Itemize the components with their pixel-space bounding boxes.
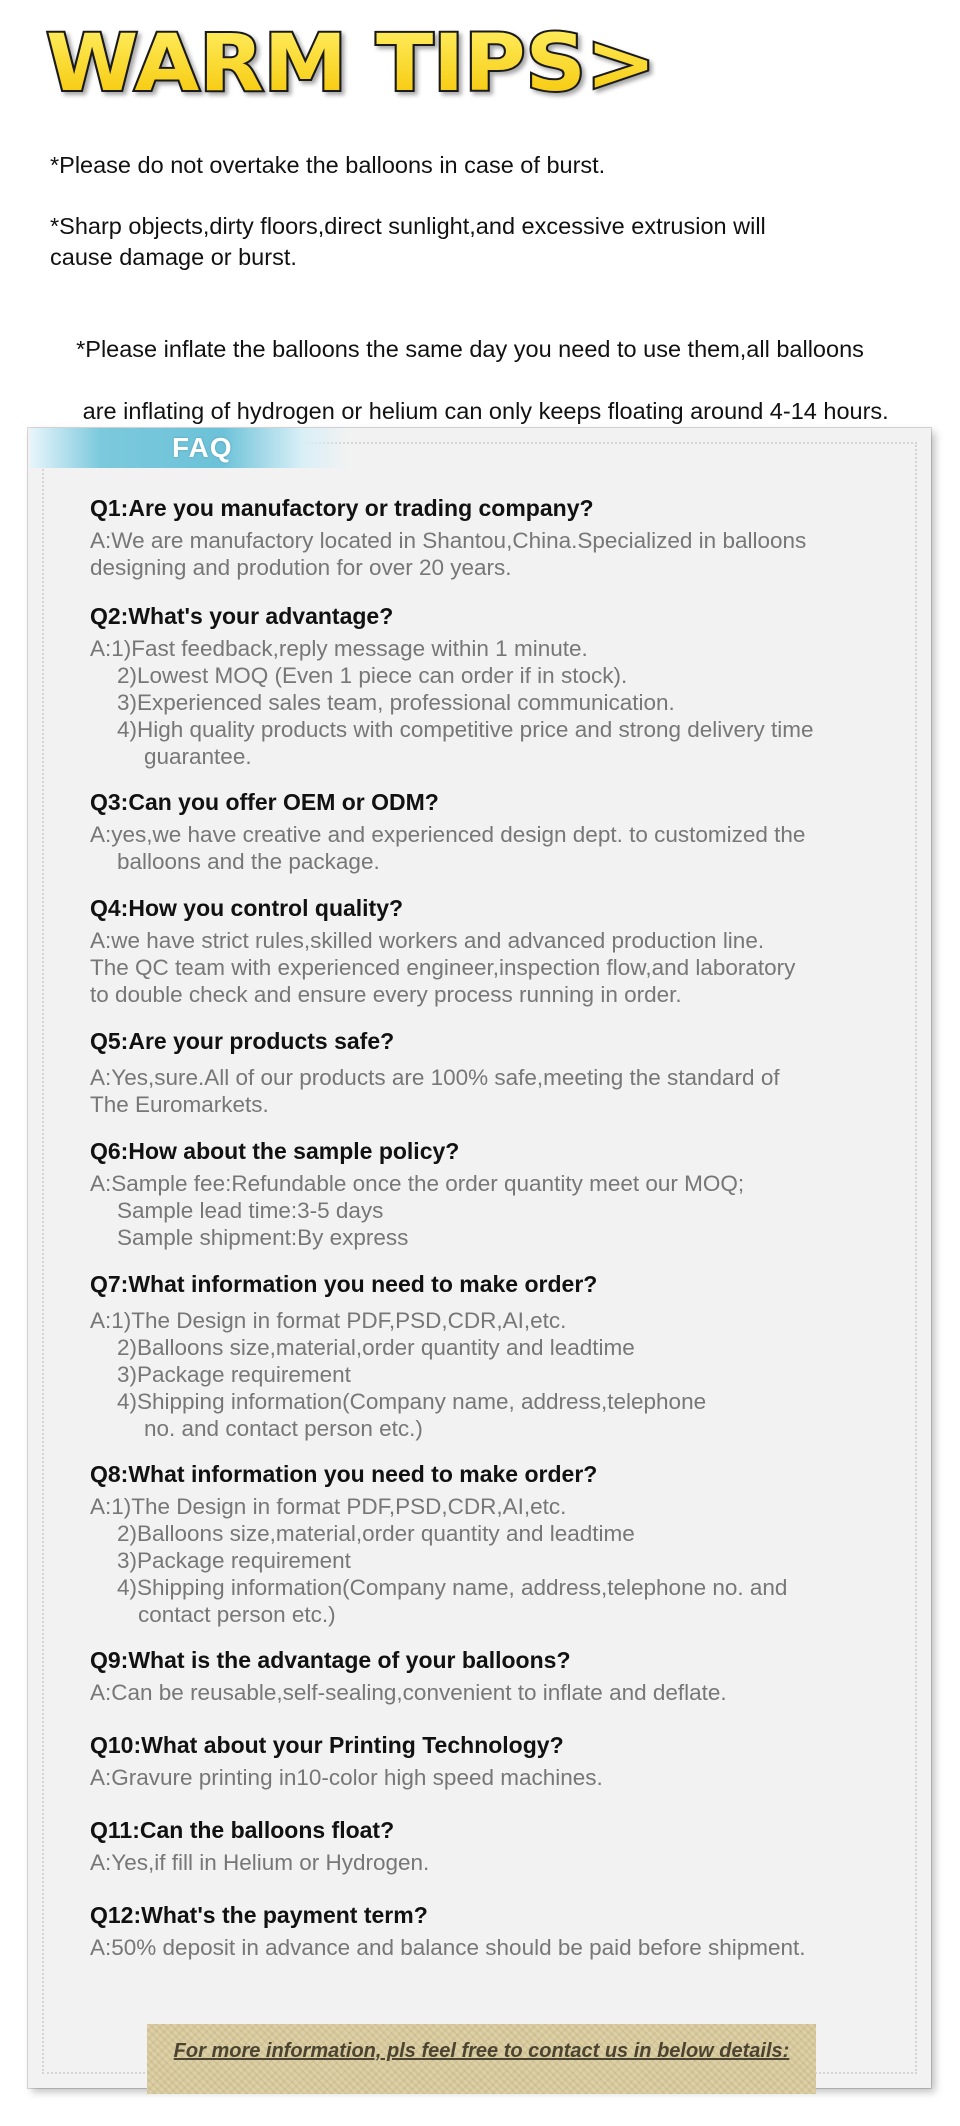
- faq-question: Q10:What about your Printing Technology?: [90, 1732, 564, 1758]
- answer-line: A:Yes,sure.All of our products are 100% safe,meeting the standard of: [90, 1065, 780, 1090]
- faq-question: Q3:Can you offer OEM or ODM?: [90, 789, 439, 815]
- faq-tab-label: FAQ: [172, 432, 233, 463]
- faq-question: Q6:How about the sample policy?: [90, 1138, 460, 1164]
- answer-line: A:Sample fee:Refundable once the order quantity meet our MOQ;: [90, 1171, 745, 1196]
- faq-question: Q8:What information you need to make order?: [90, 1461, 598, 1487]
- faq-item: [90, 601, 890, 770]
- faq-answer: [90, 527, 890, 581]
- faq-answer: [90, 1764, 890, 1791]
- answer-line: The QC team with experienced engineer,inspection flow,and laboratory: [90, 955, 796, 980]
- answer-line: A:Yes,if fill in Helium or Hydrogen.: [90, 1850, 430, 1875]
- tip-line: *Please do not overtake the balloons in case of burst.: [50, 152, 606, 178]
- tip-item: [50, 150, 930, 181]
- faq-question: Q2:What's your advantage?: [90, 603, 394, 629]
- tip-line: cause damage or burst.: [50, 244, 297, 270]
- answer-line: 3)Package requirement: [117, 1548, 351, 1573]
- faq-answer: [90, 635, 890, 770]
- answer-line: A:1)The Design in format PDF,PSD,CDR,AI,etc.: [90, 1494, 567, 1519]
- faq-question: Q5:Are your products safe?: [90, 1028, 395, 1054]
- answer-line: balloons and the package.: [117, 849, 380, 874]
- faq-question: Q12:What's the payment term?: [90, 1902, 428, 1928]
- faq-item: [90, 1730, 890, 1791]
- answer-line: 3)Experienced sales team, professional communication.: [117, 690, 675, 715]
- faq-question: Q7:What information you need to make order?: [90, 1271, 598, 1297]
- faq-item: [90, 893, 890, 1008]
- tip-line: are inflating of hydrogen or helium can only keeps floating around 4-14 hours.: [76, 398, 889, 424]
- faq-item: [90, 1269, 890, 1442]
- warm-tips-title-graphic: [40, 14, 680, 109]
- answer-line: A:1)The Design in format PDF,PSD,CDR,AI,etc.: [90, 1308, 567, 1333]
- contact-banner-text: For more information, pls feel free to contact us in below details:: [173, 2040, 790, 2062]
- faq-answer: [90, 1307, 890, 1442]
- answer-line: 2)Balloons size,material,order quantity and leadtime: [117, 1335, 635, 1360]
- tip-line: *Please inflate the balloons the same day you need to use them,all balloons: [76, 336, 864, 362]
- answer-line: The Euromarkets.: [90, 1092, 269, 1117]
- faq-question: Q4:How you control quality?: [90, 895, 404, 921]
- faq-tab: [30, 428, 350, 468]
- answer-line: 4)Shipping information(Company name, address,telephone no. and: [117, 1575, 788, 1600]
- faq-question: Q11:Can the balloons float?: [90, 1817, 395, 1843]
- answer-line: designing and prodution for over 20 years.: [90, 555, 512, 580]
- faq-item: [90, 787, 890, 875]
- faq-answer: [90, 1170, 890, 1251]
- faq-item: [90, 1815, 890, 1876]
- answer-line: A:yes,we have creative and experienced design dept. to customized the: [90, 822, 806, 847]
- answer-line: contact person etc.): [138, 1602, 336, 1627]
- answer-line: to double check and ensure every process running in order.: [90, 982, 682, 1007]
- faq-item: [90, 1900, 890, 1961]
- answer-line: Sample lead time:3-5 days: [117, 1198, 384, 1223]
- faq-answer: [90, 1064, 890, 1118]
- answer-line: 2)Balloons size,material,order quantity and leadtime: [117, 1521, 635, 1546]
- answer-line: guarantee.: [144, 744, 252, 769]
- faq-answer: [90, 1934, 890, 1961]
- answer-line: Sample shipment:By express: [117, 1225, 409, 1250]
- faq-item: [90, 1136, 890, 1251]
- answer-line: A:we have strict rules,skilled workers and advanced production line.: [90, 928, 765, 953]
- answer-line: 2)Lowest MOQ (Even 1 piece can order if in stock).: [117, 663, 628, 688]
- answer-line: A:1)Fast feedback,reply message within 1 minute.: [90, 636, 588, 661]
- faq-item: [90, 493, 890, 581]
- faq-answer: [90, 821, 890, 875]
- answer-line: A:Gravure printing in10-color high speed machines.: [90, 1765, 603, 1790]
- tip-item: [50, 211, 930, 273]
- faq-question: Q9:What is the advantage of your balloons?: [90, 1647, 571, 1673]
- answer-line: 4)High quality products with competitive price and strong delivery time: [117, 717, 814, 742]
- answer-line: no. and contact person etc.): [144, 1416, 423, 1441]
- faq-answer: [90, 1493, 890, 1628]
- answer-line: A:We are manufactory located in Shantou,China.Specialized in balloons: [90, 528, 807, 553]
- answer-line: 4)Shipping information(Company name, address,telephone: [117, 1389, 707, 1414]
- faq-answer: [90, 1679, 890, 1706]
- faq-item: [90, 1026, 890, 1118]
- faq-answer: [90, 1849, 890, 1876]
- answer-line: A:50% deposit in advance and balance should be paid before shipment.: [90, 1935, 806, 1960]
- contact-banner: [147, 2024, 816, 2094]
- answer-line: 3)Package requirement: [117, 1362, 351, 1387]
- warm-tips-title-text: WARM TIPS>: [46, 19, 656, 109]
- tip-line: *Sharp objects,dirty floors,direct sunlight,and excessive extrusion will: [50, 213, 766, 239]
- faq-list: [90, 493, 890, 1961]
- faq-item: [90, 1459, 890, 1628]
- faq-question: Q1:Are you manufactory or trading company?: [90, 495, 594, 521]
- answer-line: A:Can be reusable,self-sealing,convenient to inflate and deflate.: [90, 1680, 727, 1705]
- faq-item: [90, 1645, 890, 1706]
- faq-answer: [90, 927, 890, 1008]
- warm-tips-title: [40, 14, 680, 109]
